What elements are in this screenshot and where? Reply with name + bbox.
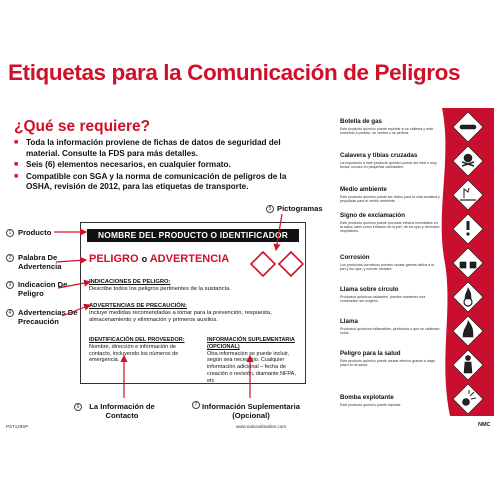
- hazard-statements: [89, 279, 299, 293]
- signal-o: o: [141, 254, 148, 264]
- pictogram-name: Medio ambiente: [340, 186, 387, 193]
- callout-advertencias: Advertencias De Precaución: [18, 308, 78, 326]
- precaution-text: Incluye medidas recomendadas a tomar para la prevención, respuesta, almacenamiento y eliminación y primeros auxilios.: [89, 310, 272, 323]
- requirements-list: [14, 138, 314, 194]
- pictogram-entry: [340, 286, 440, 303]
- list-item: ■ Seis (6) elementos necesarios, en cualquier formato.: [14, 160, 314, 171]
- pictogram-name: Bomba explotante: [340, 394, 394, 401]
- callout-pictogramas: Pictogramas: [277, 204, 323, 213]
- pictogram-entry: [340, 152, 440, 169]
- pictogram-desc: Productos químicos inflamables, pirofóricos o que se calientan solos.: [340, 327, 440, 336]
- callout-palabra: Palabra De Advertencia: [18, 253, 62, 271]
- hazard-text: Describe todos los peligros pertinentes de la sustancia.: [89, 286, 231, 292]
- pictogram-name: Botella de gas: [340, 118, 382, 125]
- pictogram-desc: Este producto químico puede explotar.: [340, 403, 402, 407]
- supplier-identification: [89, 337, 189, 364]
- pictogram-name: Llama: [340, 318, 358, 325]
- pictogram-desc: Este producto químico puede provocar efectos inmediatos en la salud, tales como irritación de la piel, de los ojos y del tracto respiratorio.: [340, 221, 440, 234]
- pictogram-desc: La exposición a este producto químico puede ser letal o muy tóxica, incluso en pequeñas cantidades.: [340, 161, 437, 170]
- pictogram-entry: [340, 212, 440, 234]
- brand-logo: NMC: [478, 422, 491, 428]
- pictogram-name: Peligro para la salud: [340, 350, 401, 357]
- signal-peligro: PELIGRO: [89, 253, 139, 265]
- supplemental-text: Otra información se puede incluir, según sea necesario. Cualquier información adicional – fecha de creación o revisión, diamante NFPA, etc: [207, 350, 296, 384]
- callout-number: 6: [74, 403, 82, 411]
- supplier-heading: IDENTIFICACIÓN DEL PROVEEDOR:: [89, 337, 185, 343]
- sample-label: [80, 222, 306, 384]
- hazard-heading: INDICACIONES DE PELIGRO:: [89, 279, 171, 285]
- supplemental-information: [207, 337, 301, 385]
- pictogram-entry: [340, 254, 440, 271]
- supplemental-heading: INFORMACIÓN SUPLEMENTARIA (OPCIONAL): [207, 337, 295, 350]
- callout-number: 1: [6, 229, 14, 237]
- website-url: www.nationalmarker.com: [236, 424, 287, 429]
- callout-number: 5: [266, 205, 274, 213]
- pictogram-name: Signo de exclamación: [340, 212, 405, 219]
- precautionary-statements: [89, 303, 299, 324]
- callout-number: 4: [6, 309, 14, 317]
- list-item: ■ Compatible con SGA y la norma de comunicación de peligros de la OSHA, revisión de 2012, para las etiquetas de transporte.: [14, 172, 314, 193]
- product-code: PST129SP: [6, 424, 29, 429]
- product-identifier-bar: NOMBRE DEL PRODUCTO O IDENTIFICADOR: [87, 229, 299, 242]
- callout-contacto: La Información de Contacto: [89, 402, 155, 420]
- precaution-heading: ADVERTENCIAS DE PRECAUCIÓN:: [89, 303, 187, 309]
- pictogram-entry: [340, 394, 440, 407]
- pictogram-desc: Este producto químico puede ser tóxico para la vida acuática y perjudicial para el medio ambiente.: [340, 195, 440, 204]
- pictogram-entry: [340, 118, 440, 135]
- pictogram-name: Llama sobre círculo: [340, 286, 399, 293]
- callout-indicacion: Indicacion De Peligro: [18, 280, 68, 298]
- section-subtitle: ¿Qué se requiere?: [14, 118, 151, 135]
- pictogram-strip: [436, 108, 494, 416]
- list-item: ■ Toda la información proviene de fichas de datos de seguridad del material. Consulte la FDS para más detalles.: [14, 138, 314, 159]
- callout-number: 2: [6, 254, 14, 262]
- pictogram-desc: Este producto químico puede explotar si se calienta y está sometido a presión, se ventea o se perfora.: [340, 127, 433, 136]
- callout-suplementaria: Información Suplementaria (Opcional): [202, 402, 300, 420]
- pictogram-name: Corrosión: [340, 254, 370, 261]
- callout-producto: Producto: [18, 228, 52, 237]
- signal-word: [89, 253, 229, 265]
- page-title: Etiquetas para la Comunicación de Peligros: [8, 60, 461, 85]
- pictogram-desc: Los productos corrosivos pueden causar graves daños a la piel y los ojos, y corroer metales.: [340, 263, 435, 272]
- callout-number: 3: [6, 281, 14, 289]
- footer: [0, 424, 500, 434]
- pictogram-desc: Productos químicos oxidantes, pueden mantener una combustión sin oxígeno.: [340, 295, 426, 304]
- pictogram-desc: Este producto químico puede causar efectos graves a largo plazo en la salud.: [340, 359, 435, 368]
- signal-advertencia: ADVERTENCIA: [149, 253, 230, 265]
- supplier-text: Nombre, dirección e información de contacto, incluyendo los números de emergencia.: [89, 343, 179, 364]
- pictogram-entry: [340, 186, 440, 203]
- pictogram-entry: [340, 350, 440, 367]
- callout-number: 7: [192, 401, 200, 409]
- pictogram-name: Calavera y tibias cruzadas: [340, 152, 418, 159]
- pictogram-entry: [340, 318, 440, 335]
- pictogram-diamonds-icon: [249, 251, 305, 277]
